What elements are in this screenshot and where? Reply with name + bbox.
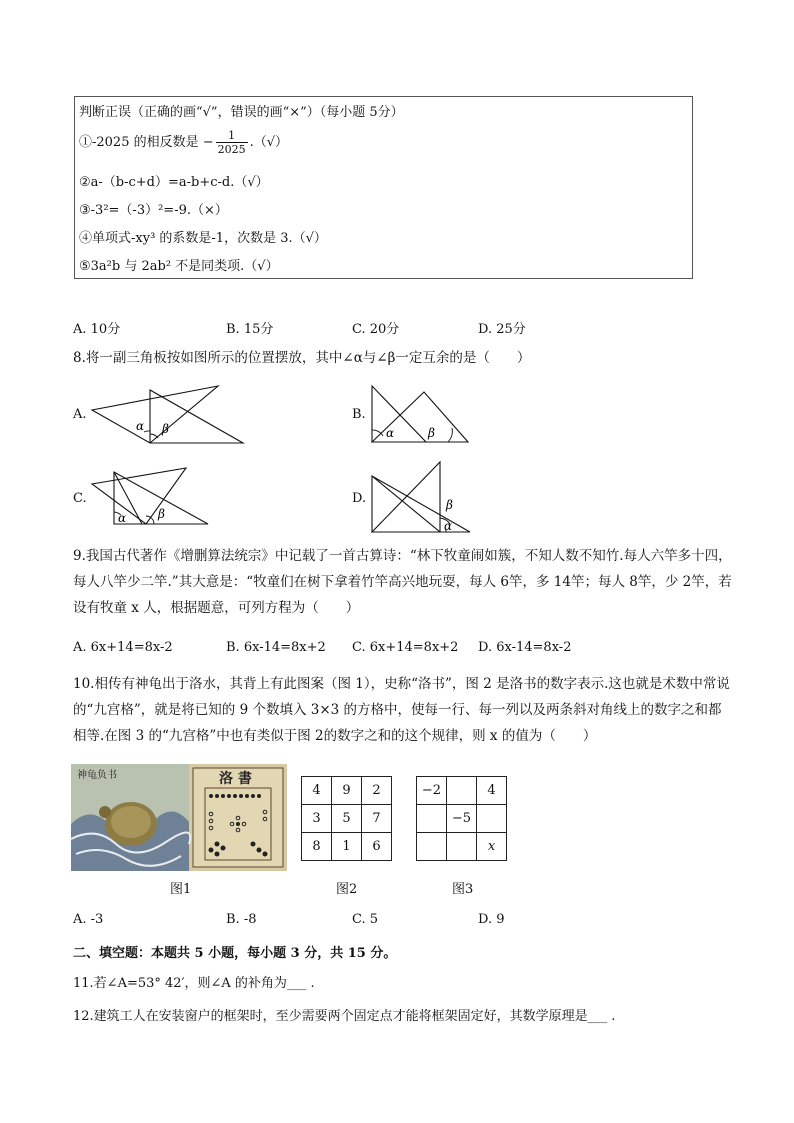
q9-option-a[interactable]: A. 6x+14=8x-2: [73, 640, 173, 655]
judgment-box: [74, 96, 693, 279]
judgment-item-3: ③-3²=（-3）²=-9.（×）: [79, 203, 228, 218]
grid2-cell: 4: [302, 777, 332, 805]
grid3-cell: [477, 805, 507, 833]
q8b-alpha: α: [386, 426, 395, 440]
q8a-alpha: α: [136, 419, 145, 433]
q10-option-a[interactable]: A. -3: [73, 912, 104, 927]
q8b-beta: β: [428, 426, 435, 440]
q8-stem: 8.将一副三角板按如图所示的位置摆放，其中∠α与∠β一定互余的是（ ）: [73, 350, 531, 366]
grid2-row: [302, 777, 392, 805]
q7-option-c[interactable]: C. 20分: [352, 322, 400, 337]
q10-option-d[interactable]: D. 9: [478, 912, 505, 927]
grid2-cell: 9: [332, 777, 362, 805]
q7-option-d[interactable]: D. 25分: [478, 322, 526, 337]
judgment-item-5: ⑤3a²b 与 2ab² 不是同类项.（√）: [79, 259, 279, 274]
q9-option-b[interactable]: B. 6x-14=8x+2: [226, 640, 326, 655]
q11-stem: 11.若∠A=53° 42′，则∠A 的补角为___ .: [73, 976, 315, 991]
luoshu-grid-fig2: [301, 776, 392, 861]
grid3-cell: x: [477, 833, 507, 861]
q9-stem: 9.我国古代著作《增删算法统宗》中记载了一首古算诗：“林下牧童闹如簇，不知人数不知竹.每人六竿多十四，每人八竿少二竿.”其大意是：“牧童们在树下拿着竹竿高兴地玩耍，每人 6竿，多 14竿；每人 8竿，少 2竿，若设有牧童 x 人，根据题意，可列方程为（ ）: [73, 548, 732, 616]
q7-option-b[interactable]: B. 15分: [226, 322, 274, 337]
judgment-item-2: ②a-（b-c+d）=a-b+c-d.（√）: [79, 175, 269, 190]
grid3-row: [417, 833, 507, 861]
caption-fig1: 图1: [170, 882, 192, 897]
grid3-cell: −5: [447, 805, 477, 833]
magic-square-fig3: [416, 776, 507, 861]
grid2-cell: 6: [362, 833, 392, 861]
q8a-beta: β: [162, 422, 169, 436]
grid2-cell: 8: [302, 833, 332, 861]
grid3-cell: 4: [477, 777, 507, 805]
caption-fig2: 图2: [336, 882, 358, 897]
q8-label-d[interactable]: D.: [352, 491, 367, 506]
q8d-alpha: α: [444, 519, 453, 533]
photo-label-left: 神龟负书: [77, 770, 117, 781]
grid3-row: [417, 805, 507, 833]
grid3-cell: [447, 833, 477, 861]
grid2-row: [302, 805, 392, 833]
q8-label-a[interactable]: A.: [73, 407, 87, 422]
grid2-cell: 1: [332, 833, 362, 861]
q8-figure-a: [88, 382, 248, 446]
grid2-cell: 2: [362, 777, 392, 805]
fraction: $\frac{1}{2025}$: [217, 129, 246, 156]
luoshu-turtle-image: [71, 764, 287, 871]
caption-fig3: 图3: [452, 882, 474, 897]
q7-option-a[interactable]: A. 10分: [73, 322, 121, 337]
q8-label-b[interactable]: B.: [352, 407, 366, 422]
q10-option-c[interactable]: C. 5: [352, 912, 379, 927]
grid3-cell: −2: [417, 777, 447, 805]
judgment-item-1: ①-2025 的相反数是 − $\frac{1}{2025}$ .（√）: [79, 129, 289, 156]
q8-label-c[interactable]: C.: [73, 491, 87, 506]
q9-option-c[interactable]: C. 6x+14=8x+2: [352, 640, 459, 655]
grid2-cell: 3: [302, 805, 332, 833]
q8d-beta: β: [446, 498, 453, 512]
grid2-row: [302, 833, 392, 861]
q9-option-d[interactable]: D. 6x-14=8x-2: [478, 640, 572, 655]
grid2-cell: 7: [362, 805, 392, 833]
judgment-title: 判断正误（正确的画“√”，错误的画“×”）（每小题 5分）: [79, 105, 404, 120]
photo-label-right: 洛 書: [219, 771, 252, 787]
grid3-cell: [447, 777, 477, 805]
judgment-item-4: ④单项式-xy³ 的系数是-1，次数是 3.（√）: [79, 231, 327, 246]
q8-figure-c: [88, 464, 212, 528]
q10-option-b[interactable]: B. -8: [226, 912, 257, 927]
grid2-cell: 5: [332, 805, 362, 833]
section-2-heading: 二、填空题：本题共 5 小题，每小题 3 分，共 15 分。: [73, 946, 397, 961]
q8c-beta: β: [158, 507, 165, 521]
q12-stem: 12.建筑工人在安装窗户的框架时，至少需要两个固定点才能将框架固定好，其数学原理是___ .: [73, 1009, 616, 1024]
q8-figure-b: [368, 382, 472, 446]
q10-stem: 10.相传有神龟出于洛水，其背上有此图案（图 1），史称“洛书”，图 2 是洛书的数字表示.这也就是术数中常说的“九宫格”，就是将已知的 9 个数填入 3×3 的方格中，使每一行、每一列以及两条斜对角线上的数字之和都相等.在图 3 的“九宫格”中也有类似于图 2的数字之和的这个规律，则 x 的值为（ ）: [73, 676, 730, 744]
q8c-alpha: α: [118, 511, 127, 525]
q8-figure-d: [368, 458, 472, 534]
grid3-cell: [417, 833, 447, 861]
grid3-row: [417, 777, 507, 805]
grid3-cell: [417, 805, 447, 833]
